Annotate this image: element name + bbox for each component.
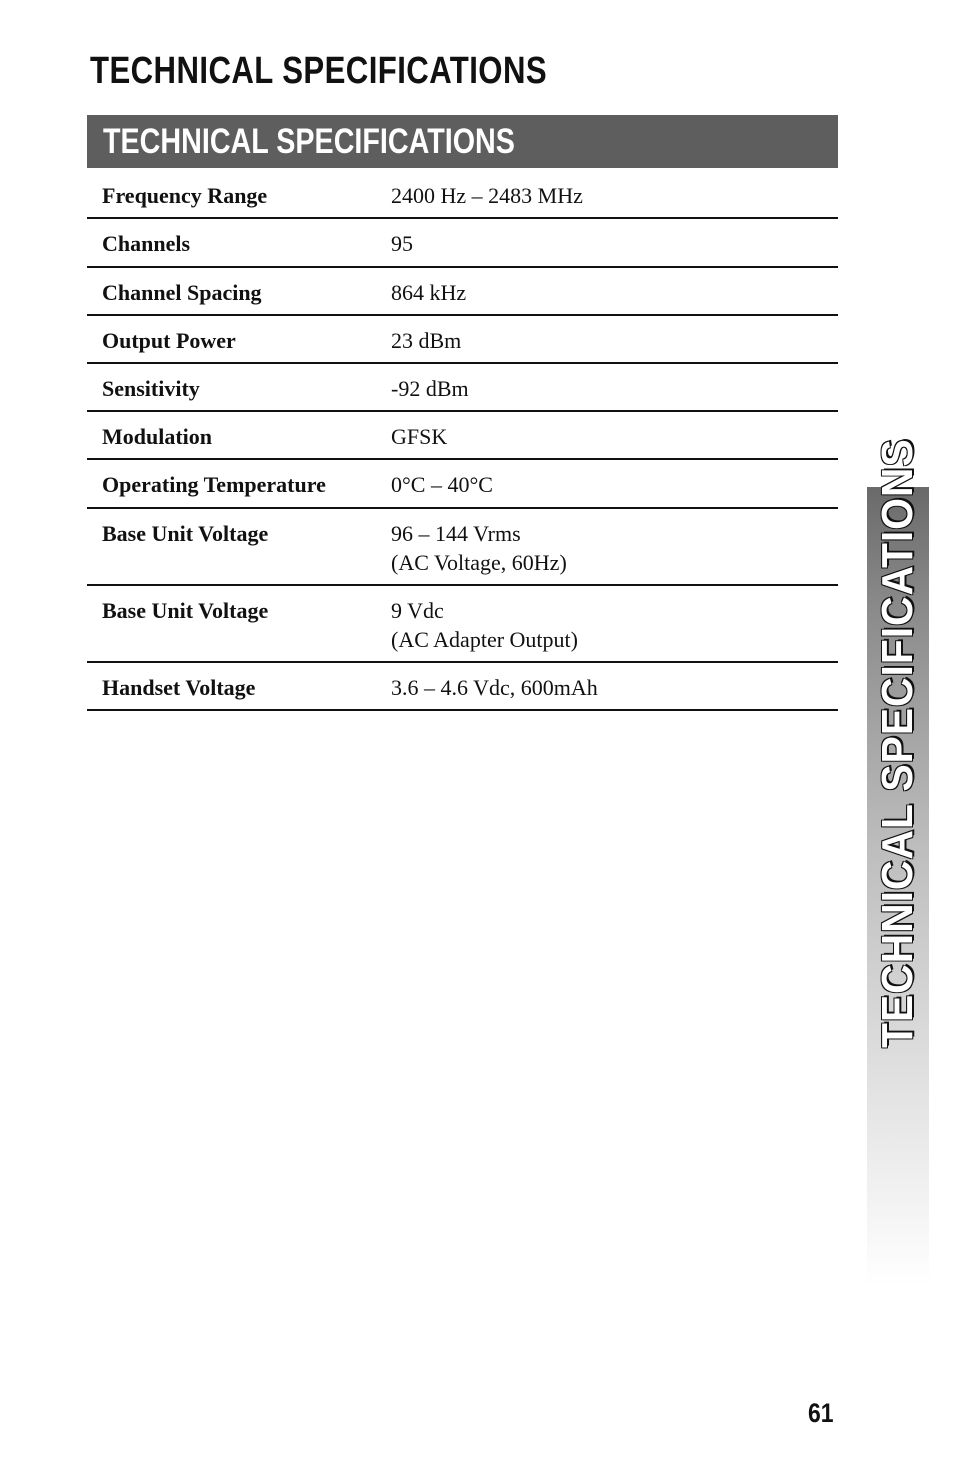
table-header-bar [87,115,838,168]
spec-value [391,596,578,654]
spec-value: 3.6 – 4.6 Vdc, 600mAh [391,675,598,700]
spec-label: Operating Temperature [102,472,326,497]
spec-value: 864 kHz [391,280,467,305]
spec-label: Modulation [102,424,213,449]
spec-label: Base Unit Voltage [102,521,269,546]
spec-value-main: 9 Vdc [391,598,444,623]
spec-label: Base Unit Voltage [102,598,269,623]
page-title: TECHNICAL SPECIFICATIONS [90,50,548,92]
spec-value: 0°C – 40°C [391,472,493,497]
spec-value: GFSK [391,424,448,449]
spec-value-note: (AC Adapter Output) [391,627,578,652]
spec-label: Frequency Range [102,183,268,208]
spec-value: 2400 Hz – 2483 MHz [391,183,583,208]
spec-label: Channel Spacing [102,280,262,305]
spec-table [87,171,838,711]
spec-value-note: (AC Voltage, 60Hz) [391,550,567,575]
section-side-tab [867,438,929,1287]
page-number: 61 [808,1398,834,1428]
spec-row-operating-temperature [87,460,838,509]
side-tab-label: TECHNICAL SPECIFICATIONS [873,438,922,1048]
spec-row-output-power [87,316,838,364]
spec-row-channel-spacing [87,268,838,316]
spec-row-handset-voltage [87,663,838,711]
spec-value: 23 dBm [391,328,462,353]
spec-row-base-unit-voltage-ac [87,509,838,586]
spec-label: Output Power [102,328,236,353]
spec-row-channels [87,219,838,268]
spec-row-sensitivity [87,364,838,412]
spec-label: Handset Voltage [102,675,256,700]
spec-value [391,519,567,577]
spec-label: Sensitivity [102,376,200,401]
spec-row-frequency-range [87,171,838,219]
spec-value: 95 [391,231,413,256]
spec-value-main: 96 – 144 Vrms [391,521,521,546]
spec-row-base-unit-voltage-dc [87,586,838,663]
spec-label: Channels [102,231,191,256]
spec-row-modulation [87,412,838,460]
spec-value: -92 dBm [391,376,469,401]
table-header-title: TECHNICAL SPECIFICATIONS [103,122,515,161]
